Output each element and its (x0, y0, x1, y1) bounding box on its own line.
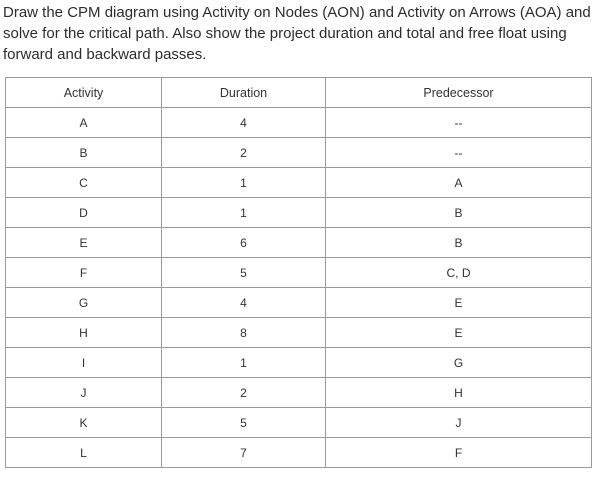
table-row (6, 198, 592, 228)
duration-cell: 4 (162, 108, 326, 138)
activity-cell: J (6, 378, 162, 408)
activity-cell: L (6, 438, 162, 468)
duration-cell: 5 (162, 408, 326, 438)
activity-cell: A (6, 108, 162, 138)
duration-cell: 6 (162, 228, 326, 258)
activity-cell: C (6, 168, 162, 198)
activity-cell: F (6, 258, 162, 288)
header-activity: Activity (6, 78, 162, 108)
duration-cell: 1 (162, 168, 326, 198)
table-row (6, 228, 592, 258)
header-predecessor: Predecessor (326, 78, 592, 108)
duration-cell: 1 (162, 198, 326, 228)
duration-cell: 2 (162, 138, 326, 168)
activity-cell: K (6, 408, 162, 438)
table-row (6, 168, 592, 198)
predecessor-cell: J (326, 408, 592, 438)
table-row (6, 288, 592, 318)
predecessor-cell: G (326, 348, 592, 378)
table-row (6, 378, 592, 408)
duration-cell: 1 (162, 348, 326, 378)
table-row (6, 348, 592, 378)
header-duration: Duration (162, 78, 326, 108)
duration-cell: 2 (162, 378, 326, 408)
predecessor-cell: C, D (326, 258, 592, 288)
table-header-row (6, 78, 592, 108)
table-row (6, 108, 592, 138)
duration-cell: 4 (162, 288, 326, 318)
activity-cell: G (6, 288, 162, 318)
duration-cell: 8 (162, 318, 326, 348)
table-row (6, 258, 592, 288)
activity-cell: D (6, 198, 162, 228)
predecessor-cell: B (326, 198, 592, 228)
predecessor-cell: A (326, 168, 592, 198)
table-row (6, 318, 592, 348)
predecessor-cell: -- (326, 138, 592, 168)
predecessor-cell: B (326, 228, 592, 258)
predecessor-cell: -- (326, 108, 592, 138)
activity-cell: H (6, 318, 162, 348)
duration-cell: 5 (162, 258, 326, 288)
table-row (6, 408, 592, 438)
table-row (6, 438, 592, 468)
table-row (6, 138, 592, 168)
activity-cell: I (6, 348, 162, 378)
predecessor-cell: E (326, 288, 592, 318)
predecessor-cell: F (326, 438, 592, 468)
question-text: Draw the CPM diagram using Activity on Nodes (AON) and Activity on Arrows (AOA) and solve for the critical path. Also show the project duration and total and free float using forward and backward passes. (3, 4, 591, 63)
activity-cell: E (6, 228, 162, 258)
activity-cell: B (6, 138, 162, 168)
duration-cell: 7 (162, 438, 326, 468)
predecessor-cell: E (326, 318, 592, 348)
activity-table (5, 77, 592, 468)
predecessor-cell: H (326, 378, 592, 408)
